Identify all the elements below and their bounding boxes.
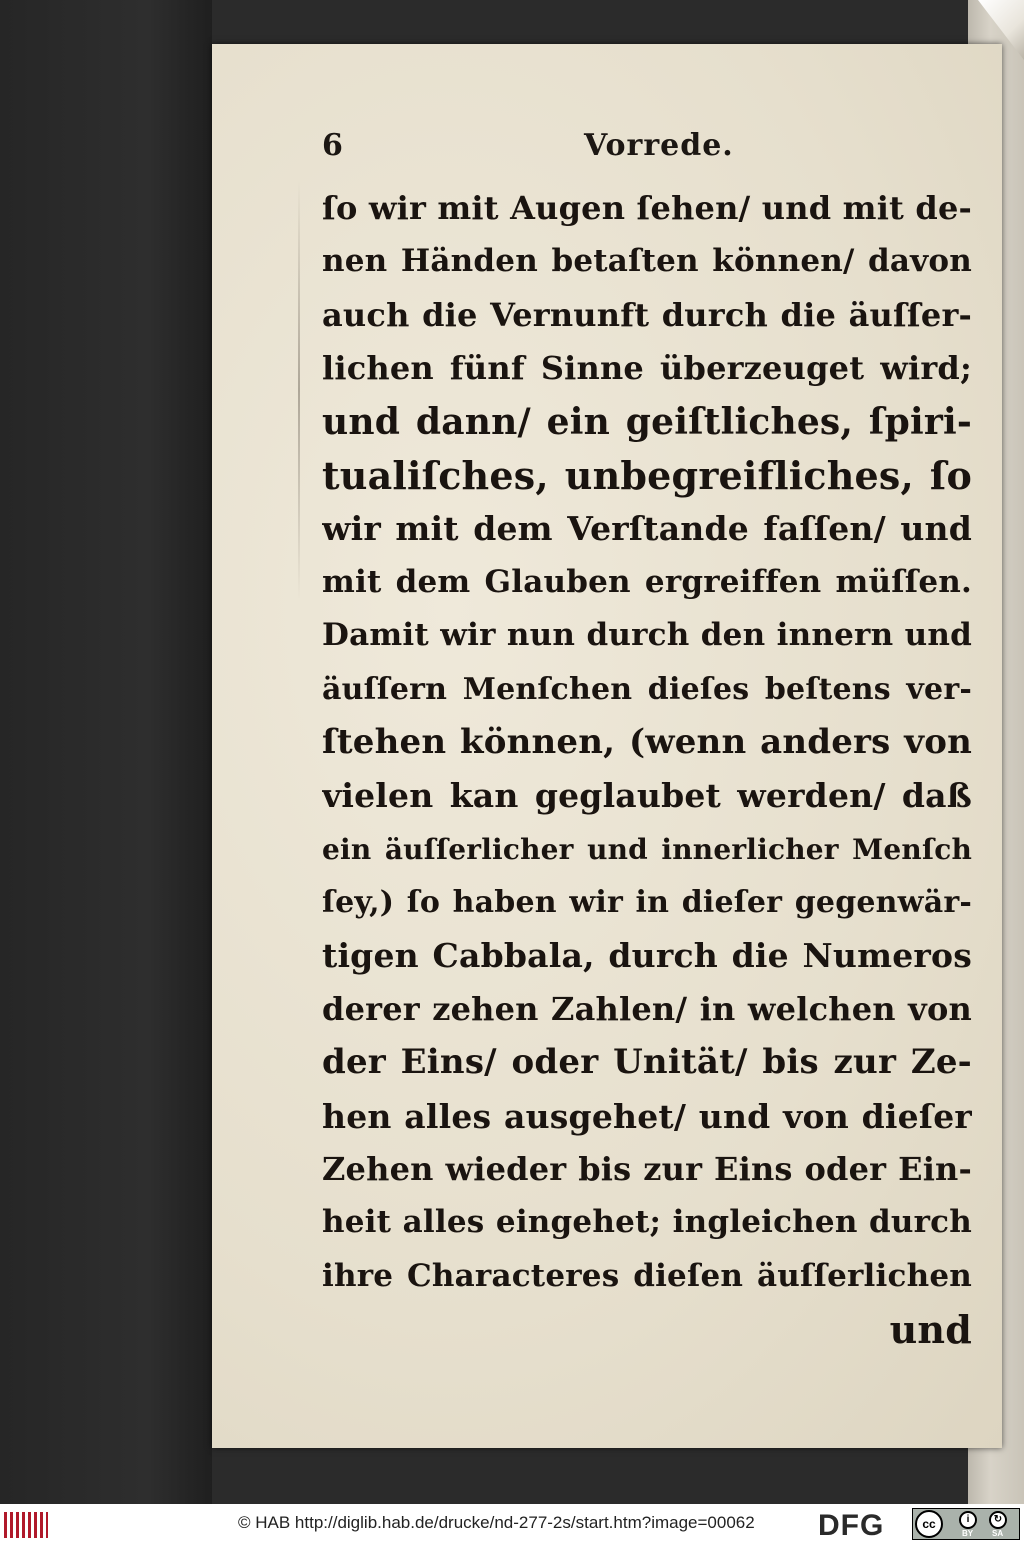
running-head: Vorrede. xyxy=(584,128,734,163)
text-line: ſey,) ſo haben wir in dieſer gegenwär- xyxy=(322,885,972,921)
by-label: BY xyxy=(962,1529,974,1538)
sa-label: SA xyxy=(992,1529,1004,1538)
text-line: hen alles ausgehet/ und von dieſer xyxy=(322,1096,972,1136)
cc-icon: cc xyxy=(915,1510,943,1538)
text-line: tigen Cabbala, durch die Numeros xyxy=(322,936,972,976)
text-line: Zehen wieder bis zur Eins oder Ein- xyxy=(322,1150,972,1189)
text-line: mit dem Glauben ergreiffen müſſen. xyxy=(322,563,972,600)
page-header xyxy=(322,128,972,168)
text-line: ein äuſſerlicher und innerlicher Menſch xyxy=(322,832,972,866)
catchword: und xyxy=(889,1307,972,1353)
person-icon: i xyxy=(959,1511,977,1529)
cc-license-badge[interactable] xyxy=(912,1508,1020,1540)
body-text xyxy=(322,182,972,1357)
text-line: ſo wir mit Augen ſehen/ und mit de- xyxy=(322,189,972,227)
text-line: derer zehen Zahlen/ in welchen von xyxy=(322,989,972,1028)
text-line: ſtehen können, (wenn anders von xyxy=(322,721,972,762)
text-line: nen Händen betaſten können/ davon xyxy=(322,243,972,280)
text-line: ihre Characteres dieſen äuſſerlichen xyxy=(322,1257,972,1294)
margin-line xyxy=(298,180,300,600)
scan-backdrop xyxy=(0,0,212,1504)
text-line: der Eins/ oder Unität/ bis zur Ze- xyxy=(322,1042,972,1083)
text-line: und dann/ ein geiſtliches, ſpiri- xyxy=(322,400,972,443)
text-line: vielen kan geglaubet werden/ daß xyxy=(322,776,972,816)
text-line: tualiſches, unbegreifliches, ſo xyxy=(322,452,972,498)
share-alike-icon: ↻ xyxy=(989,1511,1007,1529)
dfg-logo: DFG xyxy=(818,1509,885,1542)
library-logo-icon xyxy=(4,1512,48,1538)
text-line: wir mit dem Verſtande faſſen/ und xyxy=(322,509,972,549)
footer-bar xyxy=(0,1504,1024,1544)
text-line: auch die Vernunft durch die äuſſer- xyxy=(322,295,972,334)
text-line: heit alles eingehet; ingleichen durch xyxy=(322,1204,972,1241)
source-credit[interactable]: © HAB http://diglib.hab.de/drucke/nd-277-2s/start.htm?image=00062 xyxy=(238,1513,755,1532)
text-line: Damit wir nun durch den innern und xyxy=(322,617,972,654)
page-number: 6 xyxy=(322,128,343,163)
text-line: lichen fünf Sinne überzeuget wird; xyxy=(322,349,972,388)
text-line: äuſſern Menſchen dieſes beſtens ver- xyxy=(322,671,972,707)
